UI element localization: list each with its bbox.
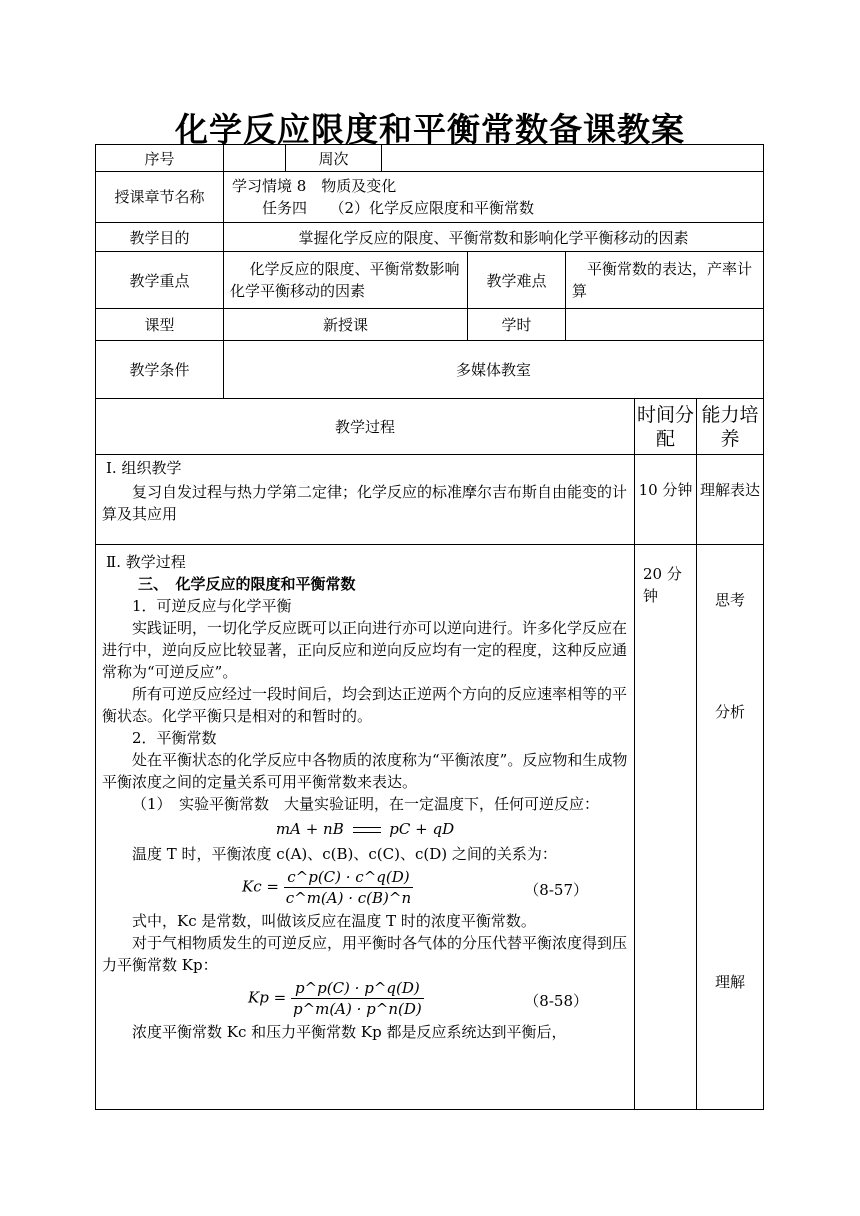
section1-heading: Ⅰ. 组织教学 <box>106 459 182 477</box>
page-title: 化学反应限度和平衡常数备课教案 <box>175 110 685 149</box>
process-label: 教学过程 <box>96 399 635 455</box>
week-label: 周次 <box>286 145 382 172</box>
condition-value: 多媒体教室 <box>224 341 764 399</box>
reaction-equation <box>102 818 628 840</box>
equilibrium-arrow-icon <box>353 825 381 835</box>
section2-p3: 处在平衡状态的化学反应中各物质的浓度称为“平衡浓度”。反应物和生成物平衡浓度之间的定量关系可用平衡常数来表达。 <box>102 751 628 791</box>
chapter-line1: 学习情境 8 物质及变化 <box>232 177 397 195</box>
section2-p6: 式中，Kc 是常数，叫做该反应在温度 T 时的浓度平衡常数。 <box>132 912 536 930</box>
kp-denominator: p^m(A) · p^n(D) <box>292 1000 422 1018</box>
difficulty-label: 教学难点 <box>468 252 566 309</box>
kc-fraction <box>284 867 413 908</box>
section2-ability-2: 分析 <box>715 703 746 721</box>
section2-sub3-1: 1．可逆反应与化学平衡 <box>132 597 292 615</box>
hours-label: 学时 <box>468 309 566 341</box>
hours-value <box>566 309 764 341</box>
section2-time: 20 分钟 <box>635 545 697 1110</box>
seq-value <box>224 145 286 172</box>
time-label: 时间分配 <box>635 399 697 455</box>
chapter-line2: 任务四 （2）化学反应限度和平衡常数 <box>262 199 535 217</box>
kp-fraction <box>291 978 424 1019</box>
kc-lhs: Kc = <box>242 877 279 896</box>
section2-ability-3: 理解 <box>715 973 746 991</box>
kp-equation-number: （8-58） <box>524 992 588 1010</box>
section2-sub3: 三、 化学反应的限度和平衡常数 <box>138 575 356 593</box>
reaction-right: pC + qD <box>389 820 455 838</box>
condition-label: 教学条件 <box>96 341 224 399</box>
section2-p2: 所有可逆反应经过一段时间后，均会到达正逆两个方向的反应速率相等的平衡状态。化学平衡只是相对的和暂时的。 <box>102 685 628 725</box>
section2-sub3-2: 2．平衡常数 <box>132 729 217 747</box>
focus-label: 教学重点 <box>96 252 224 309</box>
week-value <box>382 145 764 172</box>
kp-formula <box>102 978 628 1019</box>
chapter-label: 授课章节名称 <box>96 172 224 223</box>
section2-p4: （1） 实验平衡常数 大量实验证明，在一定温度下，任何可逆反应： <box>132 795 600 813</box>
section1-body: 复习自发过程与热力学第二定律；化学反应的标准摩尔吉布斯自由能变的计算及其应用 <box>102 483 628 523</box>
kp-numerator: p^p(C) · p^q(D) <box>291 978 424 999</box>
section2-p5: 温度 T 时，平衡浓度 c(A)、c(B)、c(C)、c(D) 之间的关系为： <box>132 845 557 863</box>
kc-equation-number: （8-57） <box>524 881 588 899</box>
kc-denominator: c^m(A) · c(B)^n <box>285 889 412 907</box>
kc-numerator: c^p(C) · c^q(D) <box>284 867 413 888</box>
type-value: 新授课 <box>224 309 468 341</box>
section2-p1: 实践证明，一切化学反应既可以正向进行亦可以逆向进行。许多化学反应在进行中，逆向反应比较显著，正向反应和逆向反应均有一定的程度，这种反应通常称为“可逆反应”。 <box>102 619 628 681</box>
focus-value: 化学反应的限度、平衡常数影响化学平衡移动的因素 <box>224 252 468 309</box>
seq-label: 序号 <box>96 145 224 172</box>
lesson-plan-table <box>95 144 764 1110</box>
kp-lhs: Kp = <box>248 988 287 1007</box>
ability-label: 能力培养 <box>697 399 764 455</box>
reaction-left: mA + nB <box>275 820 344 838</box>
section2-heading: Ⅱ. 教学过程 <box>106 553 186 571</box>
section2-p8: 浓度平衡常数 Kc 和压力平衡常数 Kp 都是反应系统达到平衡后， <box>132 1023 567 1041</box>
section2-p7: 对于气相物质发生的可逆反应，用平衡时各气体的分压代替平衡浓度得到压力平衡常数 Kp： <box>102 934 628 974</box>
section1-time: 10 分钟 <box>635 455 697 545</box>
kc-formula <box>102 867 628 908</box>
goal-label: 教学目的 <box>96 223 224 252</box>
type-label: 课型 <box>96 309 224 341</box>
section2-ability-1: 思考 <box>715 591 746 609</box>
difficulty-value: 平衡常数的表达，产率计算 <box>566 252 764 309</box>
section1-ability: 理解表达 <box>697 455 764 545</box>
goal-value: 掌握化学反应的限度、平衡常数和影响化学平衡移动的因素 <box>224 223 764 252</box>
